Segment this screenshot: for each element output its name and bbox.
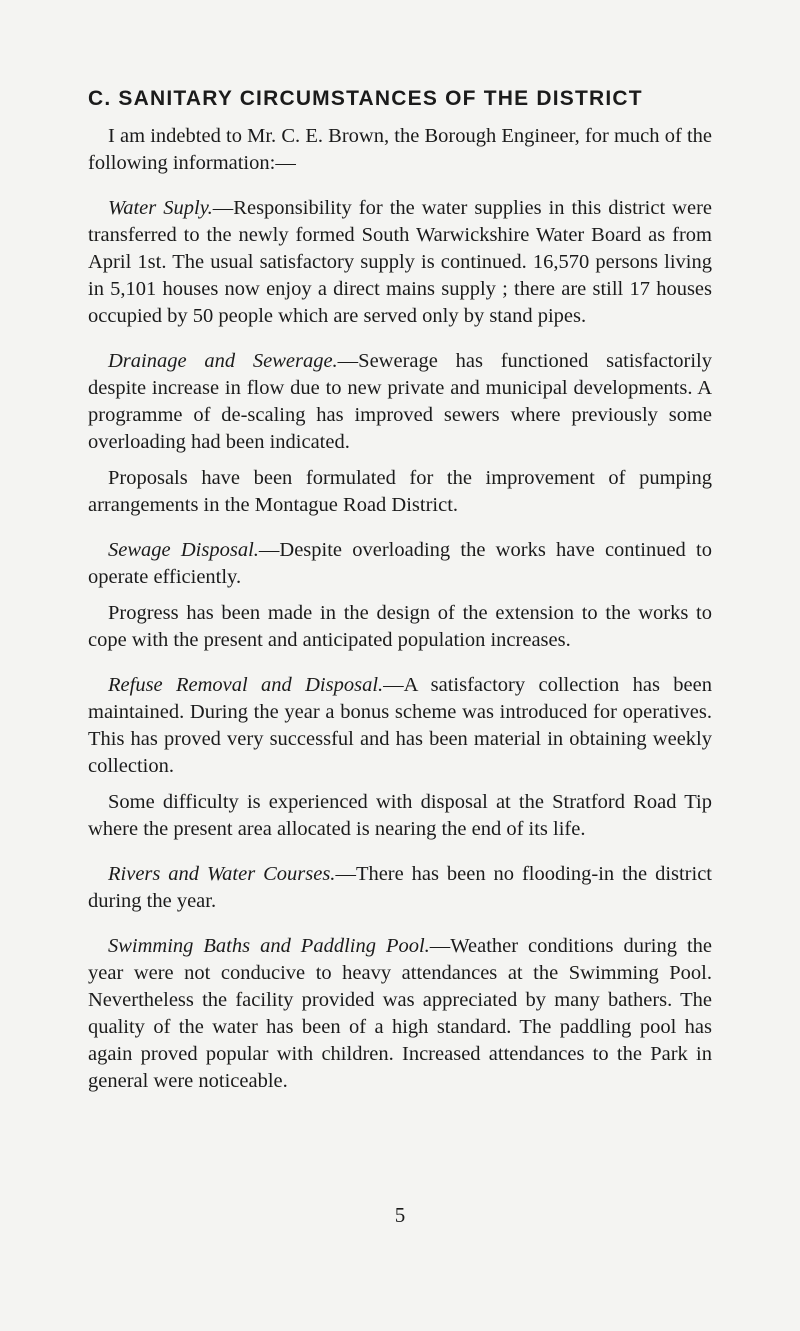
swimming-title: Swimming Baths and Paddling Pool.: [108, 935, 430, 957]
sewage-followup-paragraph: Progress has been made in the design of the extension to the works to cope with the present and anticipated population increases.: [88, 602, 712, 651]
water-supply-title: Water Suply.: [108, 197, 213, 219]
refuse-followup-paragraph: Some difficulty is experienced with disposal at the Stratford Road Tip where the present area allocated is nearing the end of its life.: [88, 791, 712, 840]
rivers-paragraph: [88, 861, 712, 915]
page-number: 5: [394, 1203, 406, 1227]
intro-paragraph: I am indebted to Mr. C. E. Brown, the Borough Engineer, for much of the following information:—: [88, 125, 712, 174]
rivers-text: —There has been no flooding-in the district during the year.: [88, 863, 712, 912]
swimming-text: —Weather conditions during the year were not conducive to heavy attendances at the Swimming Pool. Nevertheless the facility provided was appreciated by many bathers. The quality of the water has been of a high standard. The paddling pool has again proved popular with children. Increased attendances to the Park in general were noticeable.: [88, 935, 712, 1092]
sewage-title: Sewage Disposal.: [108, 539, 259, 561]
sewage-paragraph: [88, 537, 712, 591]
water-supply-paragraph: [88, 195, 712, 330]
refuse-title: Refuse Removal and Disposal.: [108, 674, 384, 696]
drainage-followup-paragraph: Proposals have been formulated for the improvement of pumping arrangements in the Montague Road District.: [88, 467, 712, 516]
drainage-text: —Sewerage has functioned satisfactorily despite increase in flow due to new private and municipal developments. A programme of de-scaling has improved sewers where previously some overloading had been indicated.: [88, 350, 712, 453]
refuse-paragraph: [88, 672, 712, 780]
water-supply-text: —Responsibility for the water supplies in this district were transferred to the newly formed South Warwickshire Water Board as from April 1st. The usual satisfactory supply is continued. 16,570 persons living in 5,101 houses now enjoy a direct mains supply ; there are still 17 houses occupied by 50 people which are served only by stand pipes.: [88, 197, 712, 327]
swimming-paragraph: [88, 933, 712, 1095]
drainage-paragraph: [88, 348, 712, 456]
rivers-title: Rivers and Water Courses.: [108, 863, 336, 885]
sewage-text: —Despite overloading the works have continued to operate efficiently.: [88, 539, 712, 588]
document-page: [88, 84, 712, 1095]
section-heading: C. SANITARY CIRCUMSTANCES OF THE DISTRICT: [88, 87, 643, 110]
refuse-text: —A satisfactory collection has been maintained. During the year a bonus scheme was introduced for operatives. This has proved very successful and has been material in obtaining weekly collection.: [88, 674, 712, 777]
drainage-title: Drainage and Sewerage.: [108, 350, 338, 372]
